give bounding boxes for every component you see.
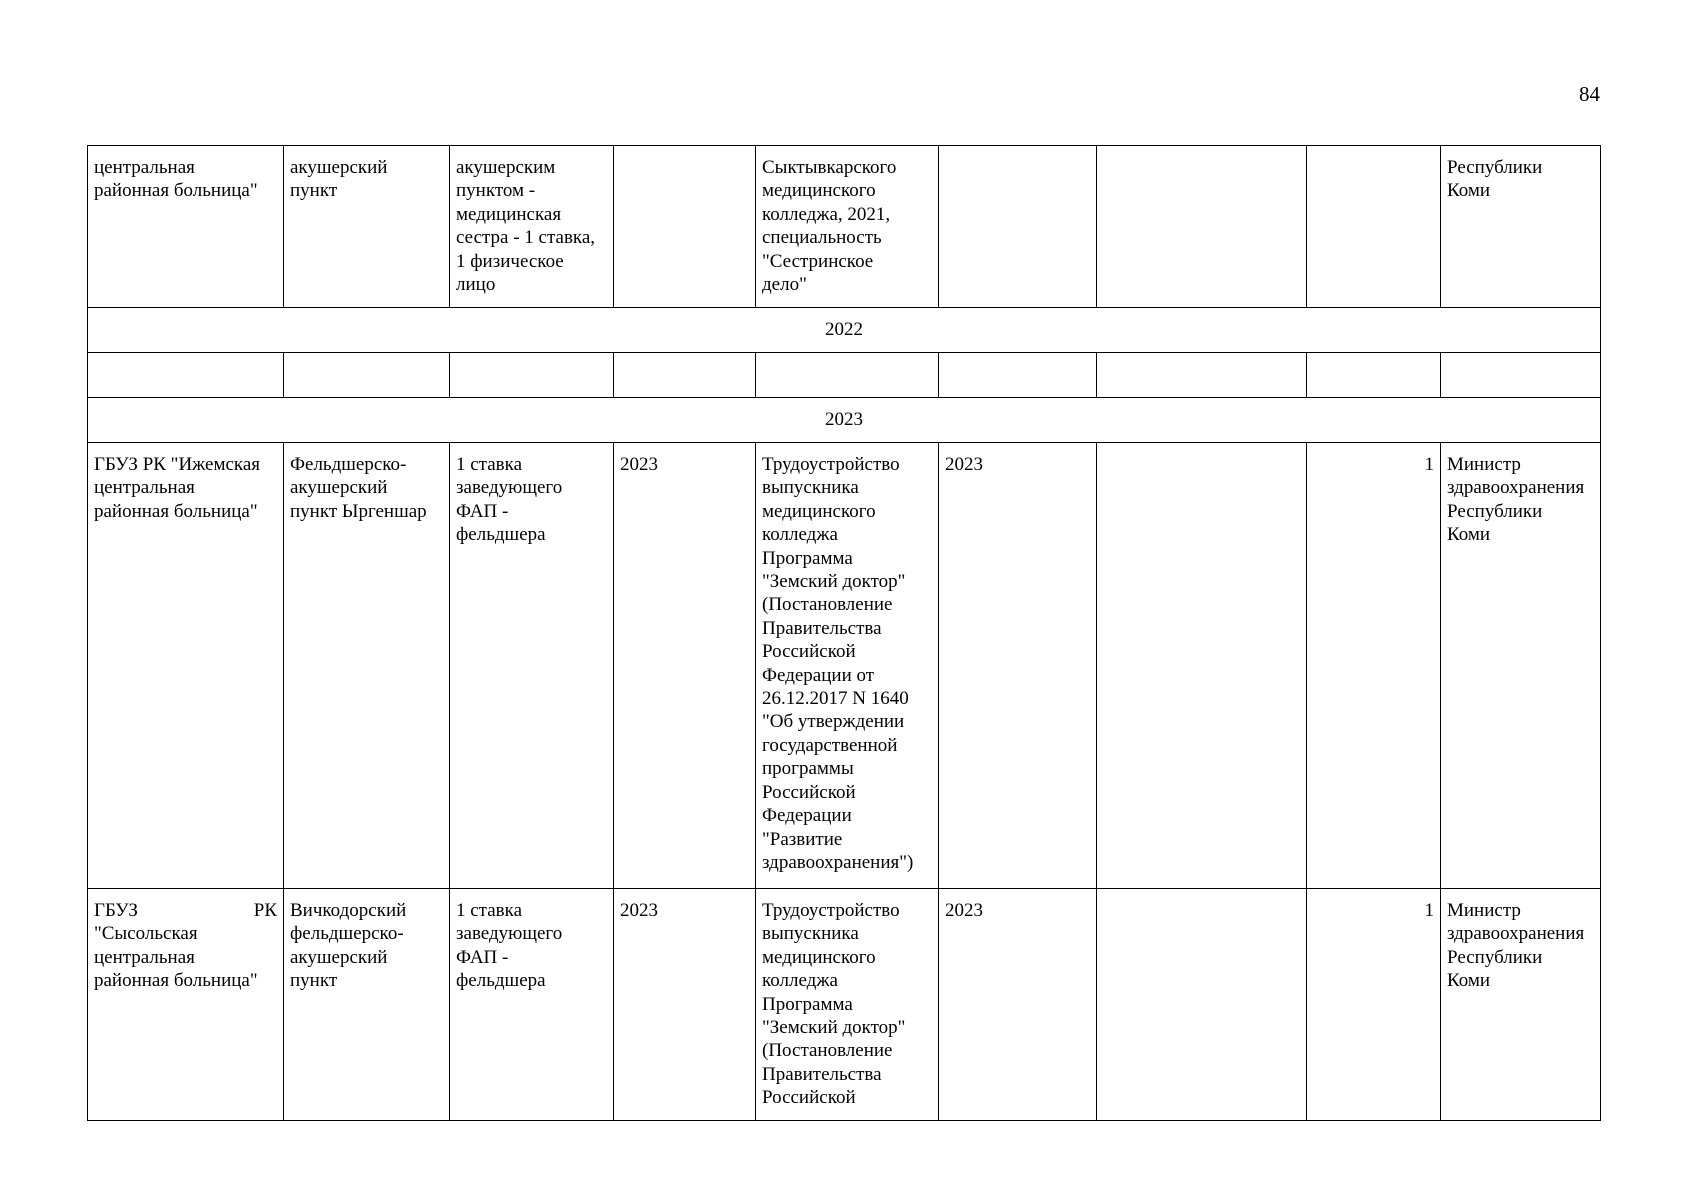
table-row [88,443,1601,889]
cell-position: 1 ставка заведующего ФАП - фельдшера [450,889,614,1121]
cell-facility: Вичкодорский фельдшерско- акушерский пункт [284,889,450,1121]
empty-cell [88,353,284,398]
empty-cell [939,353,1097,398]
cell-term: 2023 [939,443,1097,889]
year-label: 2023 [88,398,1601,443]
table-row [88,146,1601,308]
cell-responsible: Республики Коми [1441,146,1601,308]
year-row [88,308,1601,353]
table-row [88,889,1601,1121]
cell-year [614,146,756,308]
page-number: 84 [1579,82,1600,106]
empty-cell [614,353,756,398]
cell-year: 2023 [614,889,756,1121]
empty-cell [756,353,939,398]
empty-cell [284,353,450,398]
document-table [87,145,1601,1121]
cell-organization: ГБУЗ РК "Ижемская центральная районная больница" [88,443,284,889]
cell-count: 1 [1307,443,1441,889]
cell-note [1097,889,1307,1121]
cell-facility: акушерский пункт [284,146,450,308]
cell-description: Сыктывкарского медицинского колледжа, 2021, специальность "Сестринское дело" [756,146,939,308]
empty-cell [1307,353,1441,398]
empty-cell [450,353,614,398]
cell-note [1097,146,1307,308]
cell-organization: центральная районная больница" [88,146,284,308]
empty-row [88,353,1601,398]
cell-position: 1 ставка заведующего ФАП - фельдшера [450,443,614,889]
cell-position: акушерским пунктом - медицинская сестра - 1 ставка, 1 физическое лицо [450,146,614,308]
cell-term: 2023 [939,889,1097,1121]
cell-term [939,146,1097,308]
cell-description: Трудоустройство выпускника медицинского колледжа Программа "Земский доктор" (Постановление Правительства Российской [756,889,939,1121]
cell-organization: ГБУЗ РК "Сысольская центральная районная больница" [88,889,284,1121]
cell-year: 2023 [614,443,756,889]
cell-note [1097,443,1307,889]
year-label: 2022 [88,308,1601,353]
cell-responsible: Министр здравоохранения Республики Коми [1441,443,1601,889]
cell-responsible: Министр здравоохранения Республики Коми [1441,889,1601,1121]
cell-count: 1 [1307,889,1441,1121]
year-row [88,398,1601,443]
cell-count [1307,146,1441,308]
cell-facility: Фельдшерско- акушерский пункт Ыргеншар [284,443,450,889]
empty-cell [1097,353,1307,398]
empty-cell [1441,353,1601,398]
organization-first-line: ГБУЗ РК [94,900,277,921]
cell-description: Трудоустройство выпускника медицинского колледжа Программа "Земский доктор" (Постановление Правительства Российской Федерации от 26.12.2017 N 1640 "Об утверждении государственной программы Российской Федерации "Развитие здравоохранения") [756,443,939,889]
